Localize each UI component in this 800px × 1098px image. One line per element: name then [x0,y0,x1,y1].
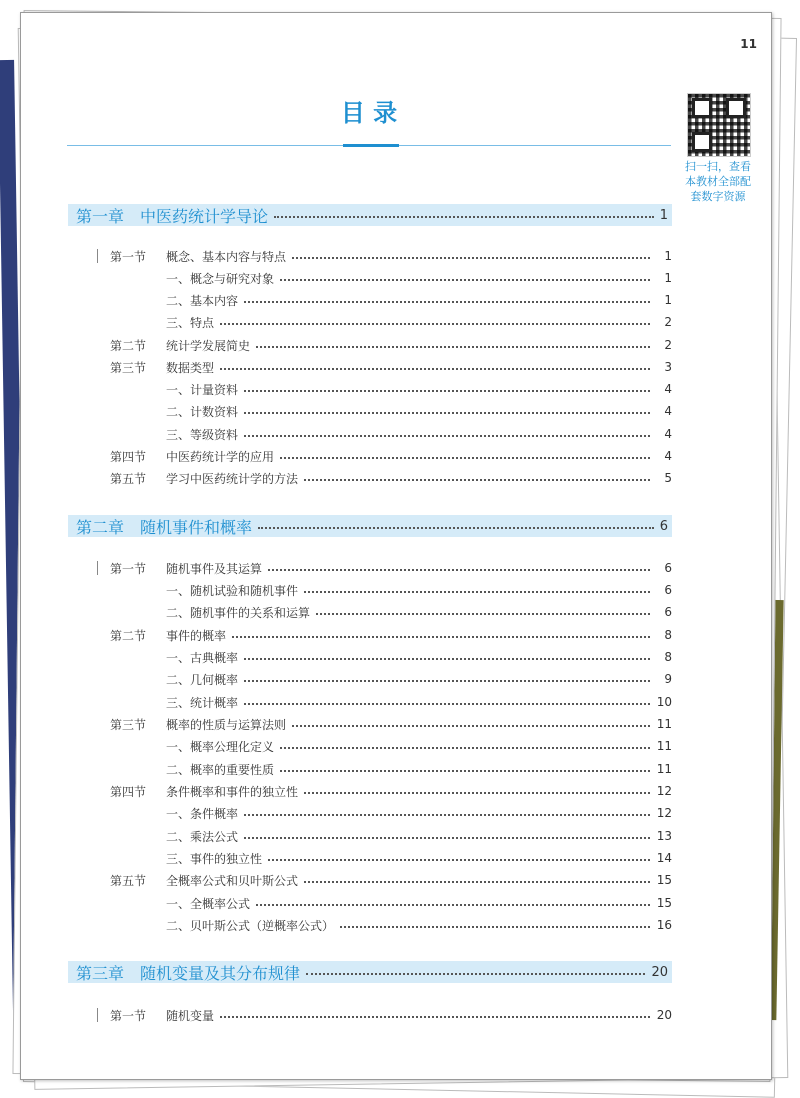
leader-dots [244,658,650,660]
entry-title: 二、几何概率 [166,672,239,687]
entry-title: 学习中医药统计学的方法 [166,471,299,486]
entry-title: 一、条件概率 [166,806,239,821]
toc-entry[interactable] [110,468,672,488]
entry-title: 一、古典概率 [166,650,239,665]
entry-title: 中医药统计学的应用 [166,449,275,464]
leader-dots [232,636,650,638]
toc-entry[interactable] [166,826,672,846]
entry-title: 二、概率的重要性质 [166,762,275,777]
leader-dots [306,973,645,975]
entry-page: 13 [656,829,672,843]
entry-title: 随机事件及其运算 [166,561,263,576]
entry-page: 14 [656,851,672,865]
leader-dots [244,680,650,682]
entry-page: 11 [656,739,672,753]
toc-entry[interactable] [166,312,672,332]
toc-entry[interactable] [166,803,672,823]
leader-dots [268,859,650,861]
chapter-heading[interactable] [68,961,672,983]
toc-entry[interactable] [110,1005,672,1025]
entry-page: 2 [664,338,672,352]
leader-dots [316,613,650,615]
leader-dots [244,837,650,839]
entry-page: 9 [664,672,672,686]
leader-dots [304,479,650,481]
entry-title: 二、计数资料 [166,404,239,419]
entry-title: 统计学发展简史 [166,338,251,353]
chapter-heading[interactable] [68,515,672,537]
toc-entry[interactable] [166,290,672,310]
leader-dots [244,703,650,705]
leader-dots [280,279,650,281]
entry-title: 条件概率和事件的独立性 [166,784,299,799]
entry-page: 8 [664,628,672,642]
toc-entry[interactable] [166,379,672,399]
section-marker [97,249,98,263]
toc-entry[interactable] [110,246,672,266]
entry-page: 4 [664,427,672,441]
qr-caption: 扫一扫，查看本教材全部配套数字资源 [685,160,751,203]
toc-entry[interactable] [166,692,672,712]
leader-dots [258,527,654,529]
entry-page: 2 [664,315,672,329]
section-number: 第三节 [110,717,147,732]
entry-page: 3 [664,360,672,374]
toc-entry[interactable] [110,870,672,890]
entry-page: 5 [664,471,672,485]
section-number: 第五节 [110,873,147,888]
section-number: 第五节 [110,471,147,486]
section-number: 第一节 [110,561,147,576]
section-number: 第四节 [110,449,147,464]
leader-dots [244,435,650,437]
entry-page: 20 [656,1008,672,1022]
toc-entry[interactable] [166,268,672,288]
toc-entry[interactable] [166,893,672,913]
toc-entry[interactable] [110,357,672,377]
leader-dots [244,301,650,303]
entry-title: 随机变量 [166,1008,215,1023]
entry-title: 一、概率公理化定义 [166,739,275,754]
entry-title: 事件的概率 [166,628,227,643]
entry-title: 三、等级资料 [166,427,239,442]
toc-entry[interactable] [166,580,672,600]
entry-page: 12 [656,806,672,820]
section-number: 第一节 [110,1008,147,1023]
entry-title: 三、特点 [166,315,215,330]
toc-entry[interactable] [166,848,672,868]
toc-entry[interactable] [166,647,672,667]
section-number: 第二节 [110,628,147,643]
leader-dots [256,904,650,906]
entry-title: 二、贝叶斯公式（逆概率公式） [166,918,335,933]
toc-entry[interactable] [110,446,672,466]
section-number: 第一节 [110,249,147,264]
toc-entry[interactable] [166,759,672,779]
entry-page: 4 [664,382,672,396]
toc-entry[interactable] [110,625,672,645]
page-number: 11 [740,37,757,51]
leader-dots [220,323,650,325]
leader-dots [244,390,650,392]
chapter-title: 随机变量及其分布规律 [140,963,301,983]
title-divider-accent [343,144,399,147]
entry-page: 4 [664,404,672,418]
toc-entry[interactable] [166,424,672,444]
entry-title: 概念、基本内容与特点 [166,249,287,264]
entry-page: 6 [664,561,672,575]
toc-entry[interactable] [166,736,672,756]
entry-page: 1 [664,293,672,307]
entry-title: 三、统计概率 [166,695,239,710]
entry-page: 4 [664,449,672,463]
leader-dots [274,216,654,218]
section-marker [97,561,98,575]
leader-dots [304,792,650,794]
toc-entry[interactable] [110,781,672,801]
toc-entry[interactable] [110,335,672,355]
toc-entry[interactable] [166,602,672,622]
toc-entry[interactable] [166,915,672,935]
entry-page: 11 [656,717,672,731]
leader-dots [304,591,650,593]
entry-page: 6 [664,605,672,619]
toc-page [20,12,772,1080]
entry-page: 11 [656,762,672,776]
chapter-number: 第一章 [76,206,125,226]
qr-code-icon[interactable] [687,93,751,157]
section-number: 第三节 [110,360,147,375]
leader-dots [304,881,650,883]
entry-page: 1 [664,249,672,263]
leader-dots [244,814,650,816]
leader-dots [292,725,650,727]
leader-dots [220,368,650,370]
entry-title: 全概率公式和贝叶斯公式 [166,873,299,888]
toc-entry[interactable] [166,401,672,421]
entry-title: 一、概念与研究对象 [166,271,275,286]
leader-dots [280,770,650,772]
toc-entry[interactable] [166,669,672,689]
leader-dots [244,412,650,414]
entry-title: 二、基本内容 [166,293,239,308]
entry-title: 三、事件的独立性 [166,851,263,866]
chapter-number: 第二章 [76,517,125,537]
leader-dots [340,926,650,928]
leader-dots [268,569,650,571]
leader-dots [220,1016,650,1018]
chapter-heading[interactable] [68,204,672,226]
leader-dots [292,257,650,259]
entry-page: 15 [656,896,672,910]
section-number: 第四节 [110,784,147,799]
toc-entry[interactable] [110,714,672,734]
entry-page: 16 [656,918,672,932]
toc-entry[interactable] [110,558,672,578]
page-title: 目 录 [340,99,398,127]
entry-title: 数据类型 [166,360,215,375]
entry-title: 一、计量资料 [166,382,239,397]
entry-title: 二、乘法公式 [166,829,239,844]
section-marker [97,1008,98,1022]
entry-page: 6 [664,583,672,597]
entry-page: 15 [656,873,672,887]
leader-dots [280,747,650,749]
chapter-page: 6 [659,518,668,534]
entry-page: 1 [664,271,672,285]
chapter-title: 中医药统计学导论 [140,206,269,226]
chapter-page: 20 [651,964,668,980]
chapter-page: 1 [659,207,668,223]
section-number: 第二节 [110,338,147,353]
leader-dots [256,346,650,348]
entry-page: 10 [656,695,672,709]
leader-dots [280,457,650,459]
entry-title: 一、全概率公式 [166,896,251,911]
entry-title: 一、随机试验和随机事件 [166,583,299,598]
entry-page: 12 [656,784,672,798]
entry-page: 8 [664,650,672,664]
entry-title: 概率的性质与运算法则 [166,717,287,732]
chapter-number: 第三章 [76,963,125,983]
entry-title: 二、随机事件的关系和运算 [166,605,311,620]
chapter-title: 随机事件和概率 [140,517,253,537]
